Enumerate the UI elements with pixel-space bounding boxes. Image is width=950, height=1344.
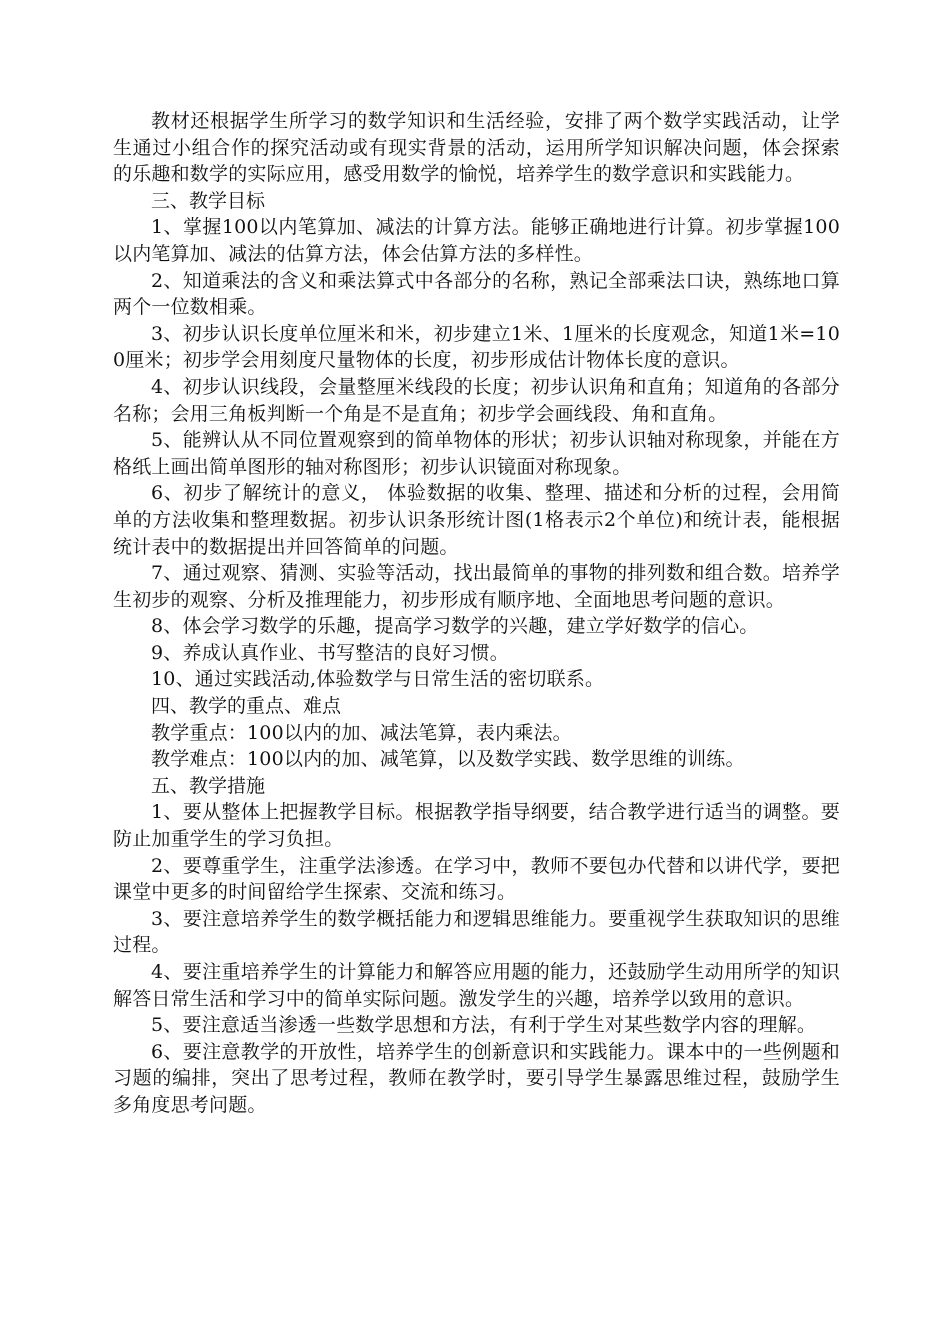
goal-9: 9、养成认真作业、书写整洁的良好习惯。: [151, 641, 509, 664]
goal-2: 2、知道乘法的含义和乘法算式中各部分的名称，熟记全部乘法口诀，熟练地口算两个一位数相乘。: [113, 269, 840, 319]
goal-3: 3、初步认识长度单位厘米和米，初步建立1米、1厘米的长度观念，知道1米=100厘米；初步学会用刻度尺量物体的长度，初步形成估计物体长度的意识。: [113, 322, 840, 372]
goal-10: 10、通过实践活动,体验数学与日常生活的密切联系。: [151, 668, 605, 691]
difficult-point: 教学难点：100以内的加、减笔算，以及数学实践、数学思维的训练。: [151, 748, 745, 771]
document-body: [113, 108, 840, 1119]
goal-4: 4、初步认识线段，会量整厘米线段的长度；初步认识角和直角；知道角的各部分名称；会用三角板判断一个角是不是直角；初步学会画线段、角和直角。: [113, 375, 840, 425]
heading-key-points: 四、教学的重点、难点: [151, 695, 342, 718]
measure-2: 2、要尊重学生，注重学法渗透。在学习中，教师不要包办代替和以讲代学，要把课堂中更多的时间留给学生探索、交流和练习。: [113, 854, 840, 904]
measure-6: 6、要注意教学的开放性，培养学生的创新意识和实践能力。课本中的一些例题和习题的编排，突出了思考过程，教师在教学时，要引导学生暴露思维过程，鼓励学生多角度思考问题。: [113, 1040, 840, 1116]
goal-7: 7、通过观察、猜测、实验等活动，找出最简单的事物的排列数和组合数。培养学生初步的观察、分析及推理能力，初步形成有顺序地、全面地思考问题的意识。: [113, 562, 840, 611]
goal-8: 8、体会学习数学的乐趣，提高学习数学的兴趣，建立学好数学的信心。: [151, 615, 759, 638]
paragraph-intro: 教材还根据学生所学习的数学知识和生活经验，安排了两个数学实践活动，让学生通过小组合作的探究活动或有现实背景的活动，运用所学知识解决问题，体会探索的乐趣和数学的实际应用，感受用数学的愉悦，培养学生的数学意识和实践能力。: [113, 110, 840, 186]
measure-1: 1、要从整体上把握教学目标。根据教学指导纲要，结合教学进行适当的调整。要防止加重学生的学习负担。: [113, 801, 840, 851]
heading-measures: 五、教学措施: [151, 774, 266, 797]
heading-teaching-goals: 三、教学目标: [151, 189, 266, 212]
goal-1: 1、掌握100以内笔算加、减法的计算方法。能够正确地进行计算。初步掌握100以内笔算加、减法的估算方法，体会估算方法的多样性。: [113, 216, 840, 265]
goal-6: 6、初步了解统计的意义， 体验数据的收集、整理、描述和分析的过程，会用简单的方法收集和整理数据。初步认识条形统计图(1格表示2个单位)和统计表，能根据统计表中的数据提出并回答简单的问题。: [113, 482, 840, 558]
measure-3: 3、要注意培养学生的数学概括能力和逻辑思维能力。要重视学生获取知识的思维过程。: [113, 907, 840, 957]
key-point: 教学重点：100以内的加、减法笔算，表内乘法。: [151, 721, 572, 744]
goal-5: 5、能辨认从不同位置观察到的简单物体的形状；初步认识轴对称现象，并能在方格纸上画出简单图形的轴对称图形；初步认识镜面对称现象。: [113, 429, 840, 478]
measure-5: 5、要注意适当渗透一些数学思想和方法，有利于学生对某些数学内容的理解。: [151, 1014, 817, 1037]
measure-4: 4、要注重培养学生的计算能力和解答应用题的能力，还鼓励学生动用所学的知识解答日常生活和学习中的简单实际问题。激发学生的兴趣，培养学以致用的意识。: [113, 961, 840, 1010]
